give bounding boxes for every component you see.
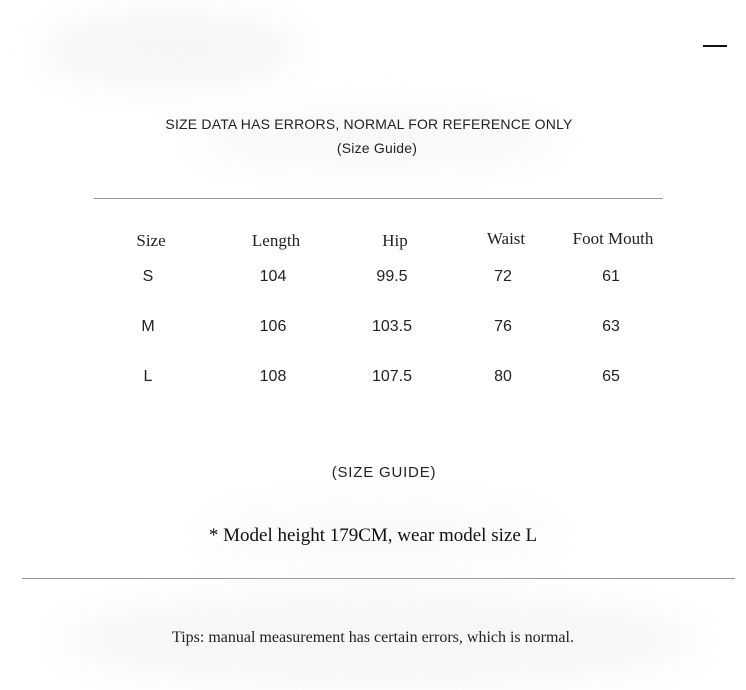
size-disclaimer: SIZE DATA HAS ERRORS, NORMAL FOR REFERENCE ONLY: [165, 116, 573, 132]
table-cell: 99.5: [376, 268, 408, 285]
table-cell: 63: [602, 318, 620, 335]
size-guide-subtitle: (Size Guide): [336, 140, 418, 156]
table-cell: 65: [602, 368, 620, 385]
table-cell: 80: [494, 368, 512, 385]
table-cell: 72: [494, 268, 512, 285]
table-cell: S: [142, 268, 154, 285]
table-cell: 106: [259, 318, 287, 335]
table-cell: 61: [602, 268, 620, 285]
header-foot-mouth: Foot Mouth: [572, 229, 654, 248]
table-cell: 104: [259, 268, 287, 285]
header-size: Size: [136, 231, 166, 250]
table-cell: M: [141, 318, 155, 335]
divider-bottom: [22, 578, 735, 579]
size-guide-caption: (SIZE GUIDE): [331, 464, 437, 481]
table-cell: 108: [259, 368, 287, 385]
table-cell: L: [143, 368, 153, 385]
header-hip: Hip: [382, 231, 408, 250]
table-cell: 76: [494, 318, 512, 335]
header-waist: Waist: [486, 229, 526, 248]
measurement-tips: Tips: manual measurement has certain errors, which is normal.: [172, 629, 574, 646]
table-cell: 107.5: [371, 368, 413, 385]
header-length: Length: [251, 231, 301, 250]
table-cell: 103.5: [371, 318, 413, 335]
model-height-note: * Model height 179CM, wear model size L: [208, 525, 538, 546]
